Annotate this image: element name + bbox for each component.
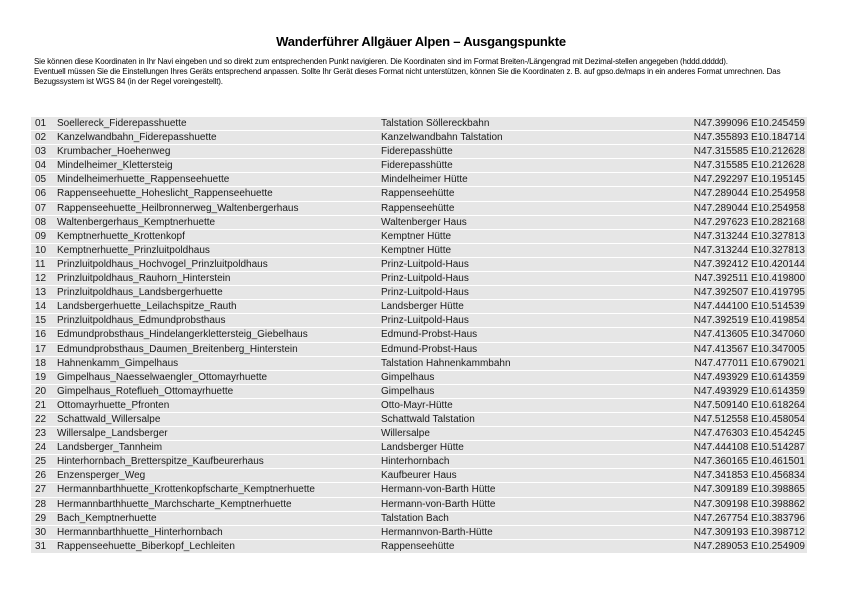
table-row: [31, 117, 807, 130]
start-point: Rappenseehütte: [381, 202, 455, 214]
route-name: Landsbergerhuette_Leilachspitze_Rauth: [57, 301, 237, 313]
route-number: 09: [35, 230, 47, 242]
route-number: 22: [35, 413, 47, 425]
route-name: Ottomayrhuette_Pfronten: [57, 399, 170, 411]
route-name: Hermannbarthhuette_Hinterhornbach: [57, 526, 223, 538]
route-number: 29: [35, 512, 47, 524]
start-point: Prinz-Luitpold-Haus: [381, 273, 469, 285]
route-name: Prinzluitpoldhaus_Rauhorn_Hinterstein: [57, 273, 231, 285]
coordinates: N47.392412 E10.420144: [693, 258, 805, 270]
table-row: [31, 384, 807, 398]
table-row: [31, 229, 807, 243]
coordinates: N47.315585 E10.212628: [693, 146, 805, 158]
coordinates: N47.509140 E10.618264: [693, 399, 805, 411]
start-point: Gimpelhaus: [381, 385, 435, 397]
route-name: Kanzelwandbahn_Fiderepasshuette: [57, 132, 217, 144]
coordinates: N47.392507 E10.419795: [693, 287, 805, 299]
route-number: 05: [35, 174, 47, 186]
route-name: Prinzluitpoldhaus_Landsbergerhuette: [57, 287, 223, 299]
route-name: Hermannbarthhuette_Krottenkopfscharte_Kemptnerhuette: [57, 484, 315, 496]
route-number: 20: [35, 385, 47, 397]
table-row: [31, 412, 807, 426]
start-point: Rappenseehütte: [381, 188, 455, 200]
table-row: [31, 342, 807, 356]
table-row: [31, 511, 807, 525]
table-row: [31, 144, 807, 158]
route-number: 17: [35, 343, 47, 355]
route-name: Enzensperger_Weg: [57, 470, 146, 482]
coordinates: N47.392511 E10.419800: [694, 273, 805, 285]
route-name: Mindelheimer_Klettersteig: [57, 160, 173, 172]
start-point: Prinz-Luitpold-Haus: [381, 258, 469, 270]
route-name: Soellereck_Fiderepasshuette: [57, 118, 187, 129]
route-name: Hahnenkamm_Gimpelhaus: [57, 357, 179, 369]
coordinates: N47.267754 E10.383796: [693, 512, 805, 524]
coordinates: N47.309193 E10.398712: [693, 526, 805, 538]
start-point: Talstation Söllereckbahn: [381, 118, 490, 129]
route-name: Rappenseehuette_Biberkopf_Lechleiten: [57, 540, 235, 552]
start-point: Edmund-Probst-Haus: [381, 329, 478, 341]
start-point: Hinterhornbach: [381, 456, 450, 468]
route-number: 16: [35, 329, 47, 341]
coordinates: N47.399096 E10.245459: [693, 118, 805, 129]
route-name: Kemptnerhuette_Krottenkopf: [57, 230, 185, 242]
start-point: Willersalpe: [381, 428, 430, 440]
coordinates: N47.313244 E10.327813: [693, 244, 805, 256]
coordinates: N47.360165 E10.461501: [693, 456, 805, 468]
route-number: 10: [35, 244, 47, 256]
table-row: [31, 370, 807, 384]
route-number: 15: [35, 315, 47, 327]
route-number: 04: [35, 160, 47, 172]
starting-points-table: [31, 117, 807, 553]
intro-text: [34, 57, 809, 88]
table-row: [31, 525, 807, 539]
route-name: Krumbacher_Hoehenweg: [57, 146, 171, 158]
route-number: 26: [35, 470, 47, 482]
route-number: 27: [35, 484, 47, 496]
table-row: [31, 454, 807, 468]
route-number: 11: [35, 258, 46, 270]
table-row: [31, 398, 807, 412]
route-number: 02: [35, 132, 47, 144]
route-name: Prinzluitpoldhaus_Edmundprobsthaus: [57, 315, 226, 327]
route-name: Bach_Kemptnerhuette: [57, 512, 157, 524]
route-number: 08: [35, 216, 47, 228]
table-row: [31, 313, 807, 327]
coordinates: N47.512558 E10.458054: [693, 413, 805, 425]
route-number: 14: [35, 301, 47, 313]
start-point: Kanzelwandbahn Talstation: [381, 132, 503, 144]
table-row: [31, 186, 807, 200]
coordinates: N47.309198 E10.398862: [693, 498, 805, 510]
route-name: Edmundprobsthaus_Hindelangerklettersteig_Giebelhaus: [57, 329, 308, 341]
route-number: 31: [35, 540, 47, 552]
start-point: Hermannvon-Barth-Hütte: [381, 526, 493, 538]
coordinates: N47.444100 E10.514539: [693, 301, 805, 313]
route-number: 07: [35, 202, 47, 214]
start-point: Kaufbeurer Haus: [381, 470, 457, 482]
route-number: 24: [35, 442, 47, 454]
route-name: Waltenbergerhaus_Kemptnerhuette: [57, 216, 216, 228]
table-row: [31, 356, 807, 370]
route-name: Hermannbarthhuette_Marchscharte_Kemptnerhuette: [57, 498, 292, 510]
route-name: Rappenseehuette_Heilbronnerweg_Waltenbergerhaus: [57, 202, 299, 214]
table-row: [31, 201, 807, 215]
start-point: Talstation Hahnenkammbahn: [381, 357, 511, 369]
coordinates: N47.289053 E10.254909: [693, 540, 805, 552]
route-number: 28: [35, 498, 47, 510]
table-row: [31, 130, 807, 144]
route-number: 23: [35, 428, 47, 440]
coordinates: N47.289044 E10.254958: [693, 188, 805, 200]
route-number: 12: [35, 273, 47, 285]
coordinates: N47.493929 E10.614359: [693, 385, 805, 397]
route-number: 13: [35, 287, 47, 299]
route-number: 18: [35, 357, 47, 369]
coordinates: N47.355893 E10.184714: [693, 132, 805, 144]
start-point: Prinz-Luitpold-Haus: [381, 315, 469, 327]
table-row: [31, 468, 807, 482]
table-row: [31, 539, 807, 553]
route-number: 03: [35, 146, 47, 158]
coordinates: N47.413567 E10.347005: [693, 343, 805, 355]
start-point: Rappenseehütte: [381, 540, 455, 552]
table-row: [31, 243, 807, 257]
coordinates: N47.493929 E10.614359: [693, 371, 805, 383]
start-point: Fiderepasshütte: [381, 160, 453, 172]
coordinates: N47.476303 E10.454245: [693, 428, 805, 440]
route-name: Willersalpe_Landsberger: [57, 428, 168, 440]
coordinates: N47.289044 E10.254958: [693, 202, 805, 214]
table-row: [31, 158, 807, 172]
start-point: Gimpelhaus: [381, 371, 435, 383]
table-row: [31, 497, 807, 511]
start-point: Hermann-von-Barth Hütte: [381, 498, 496, 510]
route-number: 06: [35, 188, 47, 200]
table-row: [31, 257, 807, 271]
route-name: Schattwald_Willersalpe: [57, 413, 161, 425]
route-name: Rappenseehuette_Hoheslicht_Rappenseehuette: [57, 188, 273, 200]
route-name: Hinterhornbach_Bretterspitze_Kaufbeurerhaus: [57, 456, 264, 468]
coordinates: N47.477011 E10.679021: [694, 357, 805, 369]
table-row: [31, 299, 807, 313]
intro-paragraph-1: Sie können diese Koordinaten in Ihr Navi eingeben und so direkt zum entsprechenden Punkt navigieren. Die Koordinaten sind im Format Breiten-/Längengrad mit Dezimal-stellen angegeben (hddd.ddddd).: [34, 57, 728, 66]
table-row: [31, 215, 807, 229]
route-name: Mindelheimerhuette_Rappenseehuette: [57, 174, 230, 186]
table-row: [31, 327, 807, 341]
start-point: Mindelheimer Hütte: [381, 174, 468, 186]
table-row: [31, 440, 807, 454]
start-point: Waltenberger Haus: [381, 216, 467, 228]
start-point: Kemptner Hütte: [381, 244, 452, 256]
route-name: Kemptnerhuette_Prinzluitpoldhaus: [57, 244, 210, 256]
coordinates: N47.313244 E10.327813: [693, 230, 805, 242]
table-row: [31, 172, 807, 186]
coordinates: N47.392519 E10.419854: [693, 315, 805, 327]
start-point: Kemptner Hütte: [381, 230, 452, 242]
start-point: Edmund-Probst-Haus: [381, 343, 478, 355]
start-point: Hermann-von-Barth Hütte: [381, 484, 496, 496]
coordinates: N47.413605 E10.347060: [693, 329, 805, 341]
start-point: Landsberger Hütte: [381, 442, 464, 454]
start-point: Fiderepasshütte: [381, 146, 453, 158]
route-number: 19: [35, 371, 47, 383]
route-name: Edmundprobsthaus_Daumen_Breitenberg_Hinterstein: [57, 343, 298, 355]
route-name: Gimpelhaus_Roteflueh_Ottomayrhuette: [57, 385, 234, 397]
page-title: Wanderführer Allgäuer Alpen – Ausgangspunkte: [276, 34, 566, 49]
coordinates: N47.444108 E10.514287: [693, 442, 805, 454]
route-name: Gimpelhaus_Naesselwaengler_Ottomayrhuette: [57, 371, 268, 383]
route-number: 01: [35, 118, 47, 129]
table-row: [31, 426, 807, 440]
start-point: Prinz-Luitpold-Haus: [381, 287, 469, 299]
table-row: [31, 482, 807, 496]
coordinates: N47.315585 E10.212628: [693, 160, 805, 172]
start-point: Schattwald Talstation: [381, 413, 475, 425]
route-name: Prinzluitpoldhaus_Hochvogel_Prinzluitpoldhaus: [57, 258, 268, 270]
route-number: 30: [35, 526, 47, 538]
coordinates: N47.309189 E10.398865: [693, 484, 805, 496]
table-row: [31, 285, 807, 299]
table-row: [31, 271, 807, 285]
coordinates: N47.341853 E10.456834: [693, 470, 805, 482]
route-number: 25: [35, 456, 47, 468]
start-point: Talstation Bach: [381, 512, 449, 524]
route-name: Landsberger_Tannheim: [57, 442, 163, 454]
coordinates: N47.292297 E10.195145: [693, 174, 805, 186]
start-point: Landsberger Hütte: [381, 301, 464, 313]
intro-paragraph-2: Eventuell müssen Sie die Einstellungen Ihres Geräts entsprechend anpassen. Sollte Ihr Gerät dieses Format nicht unterstützen, können Sie die Koordinaten z. B. auf gpso.de/maps in ein anderes Format umrechnen. Das Bezugssystem ist WGS 84 (in der Regel voreingestellt).: [34, 67, 781, 87]
route-number: 21: [35, 399, 47, 411]
start-point: Otto-Mayr-Hütte: [381, 399, 453, 411]
coordinates: N47.297623 E10.282168: [693, 216, 805, 228]
